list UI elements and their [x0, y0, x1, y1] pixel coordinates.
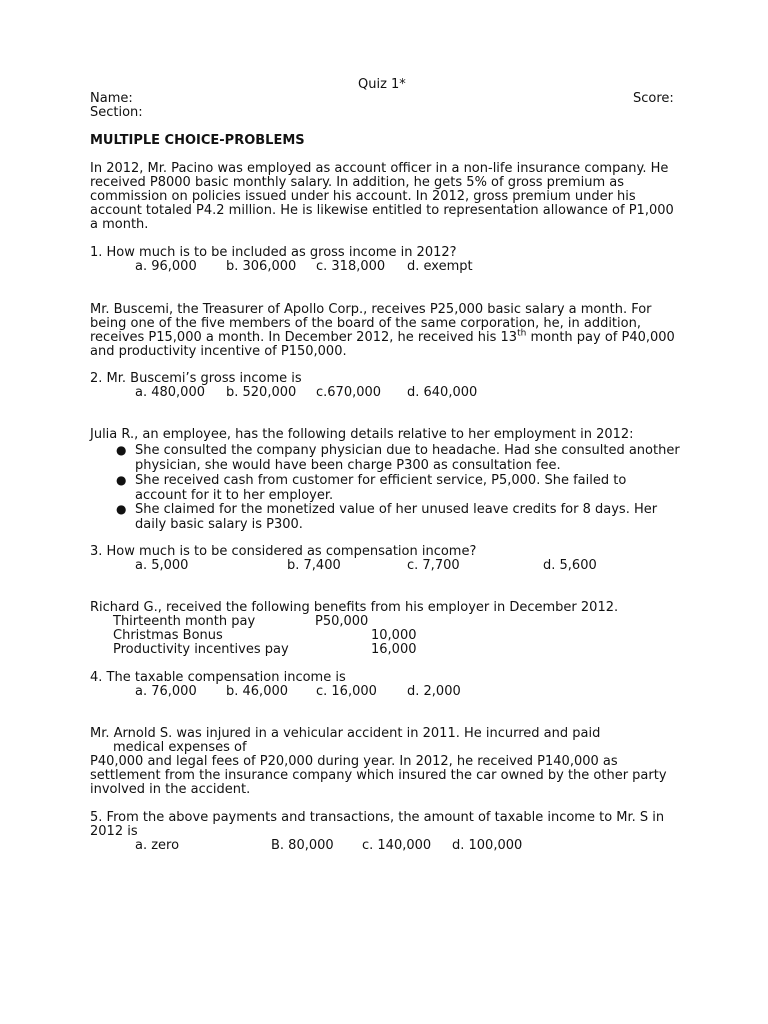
- problem-1-text: In 2012, Mr. Pacino was employed as account officer in a non-life insurance company. He received P8000 basic monthly salary. In addition, he gets 5% of gross premium as commission on policies issued under his account. In 2012, gross premium under his account totaled P4.2 million. He is likewise entitled to representation allowance of P1,000 a month.: [90, 161, 674, 232]
- question-5: 5. From the above payments and transactions, the amount of taxable income to Mr. S in 2012 is: [90, 810, 665, 839]
- question-2: 2. Mr. Buscemi’s gross income is: [90, 371, 302, 386]
- problem-5-line-2: medical expenses of: [113, 740, 247, 755]
- bullet-icon: ●: [116, 502, 127, 516]
- q3-choice-b: b. 7,400: [287, 558, 341, 573]
- q3-choice-d: d. 5,600: [543, 558, 597, 573]
- q2-choice-c: c.670,000: [316, 385, 382, 400]
- section-heading: MULTIPLE CHOICE-PROBLEMS: [90, 133, 305, 148]
- q2-choice-d: d. 640,000: [407, 385, 478, 400]
- q1-choice-a: a. 96,000: [135, 259, 197, 274]
- q1-choice-d: d. exempt: [407, 259, 473, 274]
- benefit-amount: P50,000: [315, 614, 369, 629]
- problem-2-text-a: Mr. Buscemi, the Treasurer of Apollo Corp., receives P25,000 basic salary a month. For being one of the five members of the board of the same corporation, he, in addition, receives P15,000 a month. In December 2012, he received his 13: [90, 302, 652, 345]
- problem-4-intro: Richard G., received the following benefits from his employer in December 2012.: [90, 600, 619, 615]
- q5-choice-c: c. 140,000: [362, 838, 432, 853]
- section-label: Section:: [90, 105, 143, 120]
- q5-choice-b: B. 80,000: [271, 838, 334, 853]
- quiz-title: Quiz 1*: [358, 77, 406, 92]
- benefit-label: Thirteenth month pay: [113, 614, 256, 629]
- bullet-icon: ●: [116, 443, 127, 457]
- benefit-label: Productivity incentives pay: [113, 642, 289, 657]
- question-1: 1. How much is to be included as gross income in 2012?: [90, 245, 457, 260]
- q3-choice-a: a. 5,000: [135, 558, 189, 573]
- problem-3-bullet-1: She consulted the company physician due to headache. Had she consulted another physician, she would have been charge P300 as consultation fee.: [135, 443, 680, 473]
- problem-3-intro: Julia R., an employee, has the following details relative to her employment in 2012:: [90, 427, 634, 442]
- ordinal-suffix: th: [517, 328, 527, 339]
- q2-choice-b: b. 520,000: [226, 385, 297, 400]
- q3-choice-c: c. 7,700: [407, 558, 460, 573]
- q5-choice-d: d. 100,000: [452, 838, 523, 853]
- benefit-label: Christmas Bonus: [113, 628, 223, 643]
- bullet-icon: ●: [116, 473, 127, 487]
- benefit-amount: 10,000: [371, 628, 417, 643]
- q4-choice-b: b. 46,000: [226, 684, 289, 699]
- problem-2-text: [90, 303, 680, 359]
- q5-choice-a: a. zero: [135, 838, 180, 853]
- name-label: Name:: [90, 91, 133, 106]
- benefit-amount: 16,000: [371, 642, 417, 657]
- problem-3-bullet-3: She claimed for the monetized value of her unused leave credits for 8 days. Her daily basic salary is P300.: [135, 502, 658, 532]
- score-label: Score:: [633, 91, 674, 106]
- q4-choice-c: c. 16,000: [316, 684, 377, 699]
- q1-choice-c: c. 318,000: [316, 259, 386, 274]
- problem-3-bullet-2: She received cash from customer for efficient service, P5,000. She failed to account for it to her employer.: [135, 473, 627, 503]
- question-3: 3. How much is to be considered as compensation income?: [90, 544, 477, 559]
- q2-choice-a: a. 480,000: [135, 385, 205, 400]
- q4-choice-d: d. 2,000: [407, 684, 461, 699]
- q4-choice-a: a. 76,000: [135, 684, 197, 699]
- q1-choice-b: b. 306,000: [226, 259, 297, 274]
- problem-2-text-b: month pay of P40,000 and productivity incentive of P150,000.: [90, 330, 675, 359]
- question-4: 4. The taxable compensation income is: [90, 670, 346, 685]
- problem-5-line-1: Mr. Arnold S. was injured in a vehicular accident in 2011. He incurred and paid: [90, 726, 601, 741]
- problem-5-text: P40,000 and legal fees of P20,000 during year. In 2012, he received P140,000 as settlement from the insurance company which insured the car owned by the other party involved in the accident.: [90, 754, 667, 797]
